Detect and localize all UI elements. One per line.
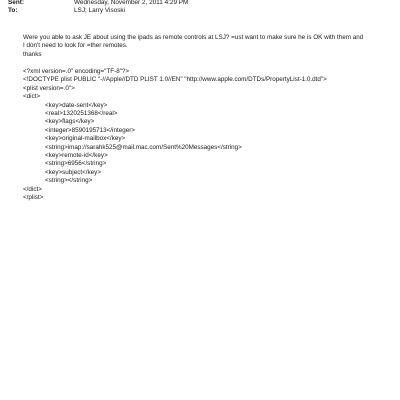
plist-key-original-mailbox: <key>original-mailbox</key> [45, 135, 126, 143]
sent-header-row [8, 0, 188, 7]
plist-key-date-sent: <key>date-sent</key> [45, 101, 108, 109]
dict-close-tag: </dict> [23, 185, 42, 193]
to-label: To: [8, 7, 18, 14]
message-line-2: I don't need to look for =ther remotes. [23, 42, 128, 50]
message-body [23, 34, 379, 59]
sent-value: Wednesday, November 2, 2011 4:29 PM [74, 0, 189, 6]
plist-open-tag: <plist version=.0"> [23, 84, 75, 92]
plist-value-subject: <string></string> [45, 177, 93, 185]
plist-close-tag: </plist> [23, 194, 44, 202]
message-line-1: Were you able to ask JE about using the ipads as remote controls at LSJ? =ust want to make sure he is OK with them and [23, 34, 364, 41]
plist-key-remote-id: <key>remote-id</key> [45, 152, 108, 160]
plist-value-original-mailbox: <string>imap://sarahk525@mail.mac.com/Sent%20Messages</string> [45, 143, 242, 151]
plist-key-flags: <key>flags</key> [45, 118, 95, 126]
dict-open-tag: <dict> [23, 93, 41, 101]
plist-xml-declaration: <?xml version=.0" encoding="TF-8"?> [23, 68, 130, 75]
plist-value-remote-id: <string>6956</string> [45, 160, 107, 168]
to-header-row [8, 7, 125, 15]
message-line-3: thanks [23, 50, 42, 58]
plist-block [23, 68, 327, 203]
plist-key-subject: <key>subject</key> [45, 168, 102, 176]
to-value: LSJ; Larry Visoski [74, 7, 126, 14]
plist-doctype: <!DOCTYPE plist PUBLIC "-//Apple//DTD PLIST 1.0//EN" "http://www.apple.com/DTDs/PropertyList-1.0.dtd"> [23, 76, 327, 84]
sent-label: Sent: [8, 0, 24, 6]
plist-value-flags: <integer>8590195713</integer> [45, 126, 135, 134]
plist-value-date-sent: <real>1320251368</real> [45, 110, 118, 118]
